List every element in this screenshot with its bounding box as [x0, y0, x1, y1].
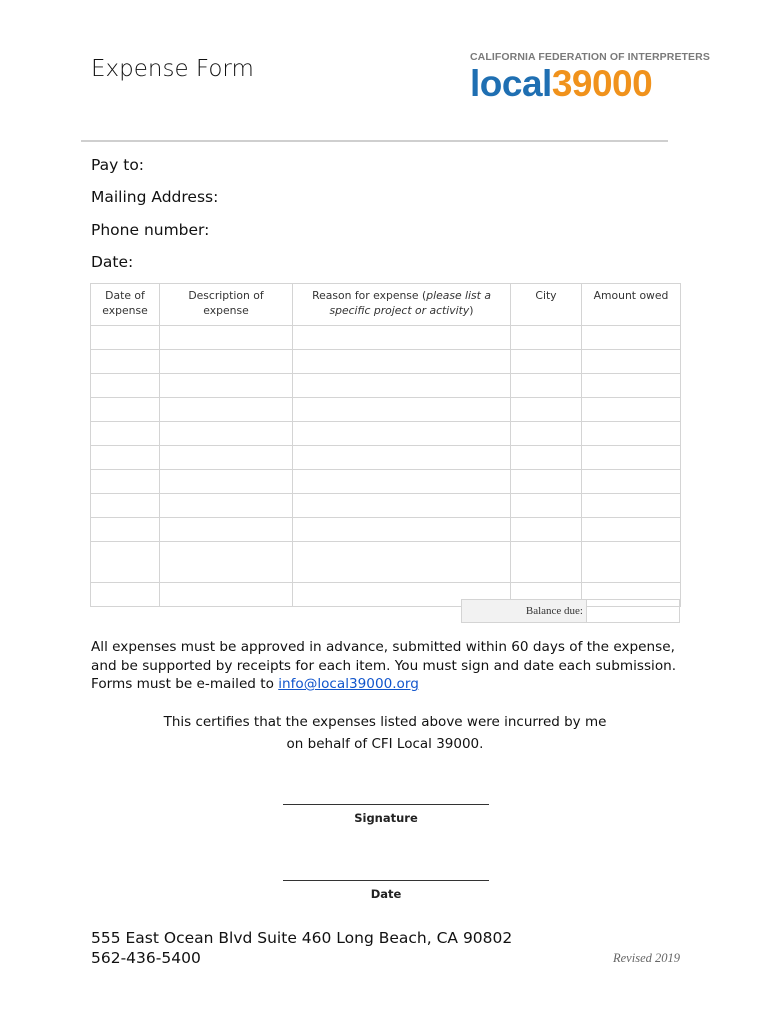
signature-label: Signature — [354, 811, 418, 825]
balance-due-value[interactable] — [587, 600, 679, 622]
footer-address-block — [91, 928, 512, 968]
logo — [470, 64, 652, 105]
table-row — [91, 350, 681, 374]
col-header-date: Date of expense — [91, 284, 160, 326]
balance-due-box — [461, 599, 680, 623]
logo-number: 39000 — [551, 63, 653, 104]
date-sign-line[interactable] — [283, 880, 489, 881]
phone-number-label: Phone number: — [91, 221, 210, 239]
col-header-city: City — [511, 284, 582, 326]
balance-due-label: Balance due: — [462, 600, 587, 622]
table-row — [91, 326, 681, 350]
col-header-reason: Reason for expense (please list a specific project or activity) — [293, 284, 511, 326]
expense-table — [90, 283, 681, 607]
table-header-row — [91, 284, 681, 326]
table-row — [91, 470, 681, 494]
logo-subtitle: CALIFORNIA FEDERATION OF INTERPRETERS — [470, 51, 710, 63]
col-header-amount: Amount owed — [582, 284, 681, 326]
table-row — [91, 398, 681, 422]
table-row — [91, 518, 681, 542]
pay-to-label: Pay to: — [91, 156, 145, 174]
mailing-address-label: Mailing Address: — [91, 188, 219, 206]
signature-line[interactable] — [283, 804, 489, 805]
email-link[interactable]: info@local39000.org — [278, 676, 419, 692]
table-row — [91, 422, 681, 446]
page-title: Expense Form — [91, 56, 254, 82]
table-row — [91, 542, 681, 583]
header-divider — [81, 140, 668, 142]
footer-address: 555 East Ocean Blvd Suite 460 Long Beach, CA 90802 — [91, 929, 513, 947]
date-sign-label: Date — [370, 887, 402, 901]
submission-notice: All expenses must be approved in advance, submitted within 60 days of the expense, and be supported by receipts for each item. You must sign and date each submission. Forms must be e-mailed to info@local39000.org — [91, 639, 677, 692]
date-label: Date: — [91, 253, 134, 271]
logo-word: local — [470, 63, 552, 104]
table-row — [91, 446, 681, 470]
revised-note: Revised 2019 — [613, 951, 680, 965]
certification-text: This certifies that the expenses listed above were incurred by me on behalf of CFI Local 39000. — [163, 714, 607, 752]
col-header-description: Description of expense — [160, 284, 293, 326]
footer-phone: 562-436-5400 — [91, 949, 201, 967]
table-row — [91, 494, 681, 518]
table-row — [91, 374, 681, 398]
